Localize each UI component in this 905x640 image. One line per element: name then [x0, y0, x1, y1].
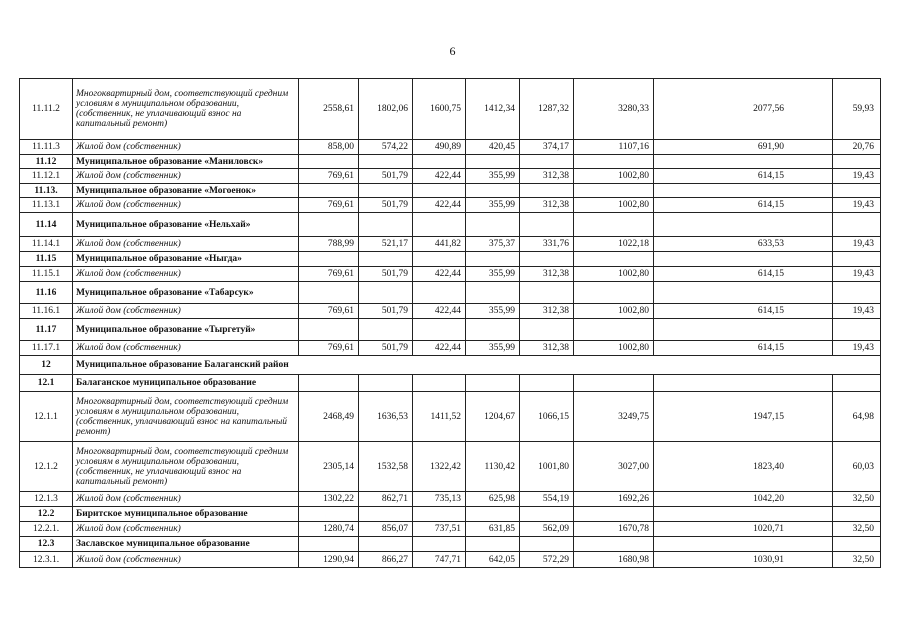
- empty-cell: [413, 184, 466, 198]
- empty-cell: [520, 184, 574, 198]
- value-cell: 422,44: [413, 341, 466, 356]
- value-cell: 2077,56: [654, 79, 833, 140]
- value-cell: 769,61: [299, 267, 359, 282]
- section-row: [20, 356, 881, 375]
- value-cell: 1670,78: [574, 522, 654, 537]
- empty-cell: [574, 507, 654, 522]
- value-cell: 355,99: [466, 304, 520, 319]
- value-cell: 633,53: [654, 237, 833, 252]
- value-cell: 1002,80: [574, 198, 654, 213]
- row-code: 12.1: [20, 375, 73, 392]
- group-title: Муниципальное образование «Могоенок»: [73, 184, 299, 198]
- table-row: [20, 267, 881, 282]
- empty-cell: [520, 507, 574, 522]
- table-body: [20, 79, 881, 568]
- housing-type: Многоквартирный дом, соответствующий средним условиям в муниципальном образовании, (собственник, уплачивающий взнос на капитальный ремонт): [73, 392, 299, 442]
- empty-cell: [466, 319, 520, 341]
- value-cell: 1002,80: [574, 267, 654, 282]
- row-code: 12.3.1.: [20, 552, 73, 568]
- row-code: 11.16: [20, 282, 73, 304]
- value-cell: 490,89: [413, 140, 466, 155]
- value-cell: 642,05: [466, 552, 520, 568]
- row-code: 11.14: [20, 213, 73, 237]
- tariff-table: [19, 78, 881, 568]
- row-code: 12.2.1.: [20, 522, 73, 537]
- value-cell: 2468,49: [299, 392, 359, 442]
- value-cell: 747,71: [413, 552, 466, 568]
- group-header-row: [20, 213, 881, 237]
- empty-cell: [413, 282, 466, 304]
- value-cell: 355,99: [466, 267, 520, 282]
- empty-cell: [359, 537, 413, 552]
- empty-cell: [413, 507, 466, 522]
- value-cell: 1002,80: [574, 304, 654, 319]
- row-code: 11.11.2: [20, 79, 73, 140]
- value-cell: 1411,52: [413, 392, 466, 442]
- housing-type: Жилой дом (собственник): [73, 522, 299, 537]
- empty-cell: [299, 537, 359, 552]
- value-cell: 1030,91: [654, 552, 833, 568]
- value-cell: 19,43: [833, 304, 881, 319]
- value-cell: 1107,16: [574, 140, 654, 155]
- empty-cell: [520, 282, 574, 304]
- value-cell: 1322,42: [413, 442, 466, 492]
- value-cell: 554,19: [520, 492, 574, 507]
- value-cell: 19,43: [833, 169, 881, 184]
- value-cell: 1020,71: [654, 522, 833, 537]
- empty-cell: [574, 213, 654, 237]
- value-cell: 422,44: [413, 198, 466, 213]
- value-cell: 32,50: [833, 492, 881, 507]
- empty-cell: [833, 319, 881, 341]
- value-cell: 1287,32: [520, 79, 574, 140]
- value-cell: 422,44: [413, 267, 466, 282]
- empty-cell: [466, 507, 520, 522]
- empty-cell: [574, 155, 654, 169]
- value-cell: 1066,15: [520, 392, 574, 442]
- table-row: [20, 522, 881, 537]
- empty-cell: [466, 282, 520, 304]
- empty-cell: [359, 213, 413, 237]
- group-header-row: [20, 184, 881, 198]
- row-code: 11.15: [20, 252, 73, 267]
- empty-cell: [574, 184, 654, 198]
- row-code: 12.2: [20, 507, 73, 522]
- value-cell: 521,17: [359, 237, 413, 252]
- value-cell: 769,61: [299, 169, 359, 184]
- empty-cell: [574, 252, 654, 267]
- value-cell: 1692,26: [574, 492, 654, 507]
- housing-type: Жилой дом (собственник): [73, 237, 299, 252]
- group-header-row: [20, 507, 881, 522]
- empty-cell: [359, 319, 413, 341]
- empty-cell: [833, 375, 881, 392]
- value-cell: 420,45: [466, 140, 520, 155]
- value-cell: 422,44: [413, 169, 466, 184]
- value-cell: 625,98: [466, 492, 520, 507]
- row-code: 11.11.3: [20, 140, 73, 155]
- row-code: 11.14.1: [20, 237, 73, 252]
- group-title: Муниципальное образование «Ныгда»: [73, 252, 299, 267]
- value-cell: 614,15: [654, 341, 833, 356]
- value-cell: 735,13: [413, 492, 466, 507]
- empty-cell: [520, 213, 574, 237]
- value-cell: 1280,74: [299, 522, 359, 537]
- value-cell: 691,90: [654, 140, 833, 155]
- value-cell: 1204,67: [466, 392, 520, 442]
- empty-cell: [413, 213, 466, 237]
- value-cell: 1947,15: [654, 392, 833, 442]
- value-cell: 3249,75: [574, 392, 654, 442]
- empty-cell: [413, 537, 466, 552]
- group-title: Муниципальное образование «Тыргетуй»: [73, 319, 299, 341]
- group-header-row: [20, 375, 881, 392]
- value-cell: 64,98: [833, 392, 881, 442]
- empty-cell: [359, 184, 413, 198]
- table-row: [20, 237, 881, 252]
- housing-type: Жилой дом (собственник): [73, 140, 299, 155]
- group-header-row: [20, 155, 881, 169]
- group-header-row: [20, 319, 881, 341]
- empty-cell: [833, 155, 881, 169]
- value-cell: 1022,18: [574, 237, 654, 252]
- value-cell: 32,50: [833, 522, 881, 537]
- section-title: Муниципальное образование Балаганский район: [73, 356, 881, 375]
- group-header-row: [20, 282, 881, 304]
- value-cell: 858,00: [299, 140, 359, 155]
- value-cell: 355,99: [466, 198, 520, 213]
- table-row: [20, 341, 881, 356]
- page-number: 6: [449, 44, 456, 58]
- value-cell: 1290,94: [299, 552, 359, 568]
- value-cell: 1600,75: [413, 79, 466, 140]
- empty-cell: [466, 252, 520, 267]
- table-row: [20, 169, 881, 184]
- empty-cell: [654, 184, 833, 198]
- empty-cell: [833, 213, 881, 237]
- value-cell: 1002,80: [574, 341, 654, 356]
- empty-cell: [466, 184, 520, 198]
- value-cell: 1412,34: [466, 79, 520, 140]
- empty-cell: [574, 537, 654, 552]
- empty-cell: [413, 155, 466, 169]
- value-cell: 1823,40: [654, 442, 833, 492]
- empty-cell: [654, 537, 833, 552]
- group-title: Заславское муниципальное образование: [73, 537, 299, 552]
- value-cell: 501,79: [359, 267, 413, 282]
- empty-cell: [299, 375, 359, 392]
- value-cell: 2305,14: [299, 442, 359, 492]
- value-cell: 769,61: [299, 304, 359, 319]
- value-cell: 355,99: [466, 341, 520, 356]
- table-row: [20, 442, 881, 492]
- empty-cell: [466, 375, 520, 392]
- value-cell: 312,38: [520, 169, 574, 184]
- empty-cell: [654, 155, 833, 169]
- value-cell: 614,15: [654, 198, 833, 213]
- row-code: 11.12: [20, 155, 73, 169]
- empty-cell: [654, 213, 833, 237]
- empty-cell: [299, 184, 359, 198]
- value-cell: 19,43: [833, 237, 881, 252]
- empty-cell: [359, 282, 413, 304]
- value-cell: 501,79: [359, 304, 413, 319]
- value-cell: 312,38: [520, 304, 574, 319]
- group-title: Балаганское муниципальное образование: [73, 375, 299, 392]
- value-cell: 20,76: [833, 140, 881, 155]
- value-cell: 501,79: [359, 169, 413, 184]
- group-header-row: [20, 537, 881, 552]
- empty-cell: [574, 319, 654, 341]
- table-row: [20, 140, 881, 155]
- value-cell: 856,07: [359, 522, 413, 537]
- empty-cell: [413, 319, 466, 341]
- empty-cell: [359, 252, 413, 267]
- value-cell: 19,43: [833, 341, 881, 356]
- value-cell: 501,79: [359, 341, 413, 356]
- row-code: 12.1.2: [20, 442, 73, 492]
- value-cell: 355,99: [466, 169, 520, 184]
- value-cell: 32,50: [833, 552, 881, 568]
- row-code: 11.15.1: [20, 267, 73, 282]
- value-cell: 312,38: [520, 267, 574, 282]
- value-cell: 19,43: [833, 198, 881, 213]
- value-cell: 1042,20: [654, 492, 833, 507]
- group-header-row: [20, 252, 881, 267]
- value-cell: 737,51: [413, 522, 466, 537]
- table-row: [20, 492, 881, 507]
- value-cell: 1636,53: [359, 392, 413, 442]
- empty-cell: [359, 375, 413, 392]
- empty-cell: [520, 537, 574, 552]
- row-code: 11.13.1: [20, 198, 73, 213]
- value-cell: 59,93: [833, 79, 881, 140]
- value-cell: 614,15: [654, 267, 833, 282]
- empty-cell: [299, 507, 359, 522]
- empty-cell: [359, 507, 413, 522]
- row-code: 12.3: [20, 537, 73, 552]
- value-cell: 769,61: [299, 341, 359, 356]
- value-cell: 574,22: [359, 140, 413, 155]
- value-cell: 1680,98: [574, 552, 654, 568]
- row-code: 11.12.1: [20, 169, 73, 184]
- row-code: 11.17.1: [20, 341, 73, 356]
- value-cell: 1802,06: [359, 79, 413, 140]
- empty-cell: [833, 184, 881, 198]
- housing-type: Жилой дом (собственник): [73, 198, 299, 213]
- row-code: 11.13.: [20, 184, 73, 198]
- group-title: Биритское муниципальное образование: [73, 507, 299, 522]
- row-code: 11.16.1: [20, 304, 73, 319]
- value-cell: 769,61: [299, 198, 359, 213]
- value-cell: 1002,80: [574, 169, 654, 184]
- housing-type: Жилой дом (собственник): [73, 304, 299, 319]
- value-cell: 1532,58: [359, 442, 413, 492]
- empty-cell: [413, 375, 466, 392]
- empty-cell: [654, 282, 833, 304]
- value-cell: 862,71: [359, 492, 413, 507]
- empty-cell: [520, 319, 574, 341]
- value-cell: 331,76: [520, 237, 574, 252]
- empty-cell: [299, 319, 359, 341]
- value-cell: 1302,22: [299, 492, 359, 507]
- empty-cell: [654, 507, 833, 522]
- empty-cell: [574, 282, 654, 304]
- empty-cell: [466, 537, 520, 552]
- group-title: Муниципальное образование «Маниловск»: [73, 155, 299, 169]
- empty-cell: [520, 252, 574, 267]
- table-row: [20, 79, 881, 140]
- empty-cell: [299, 252, 359, 267]
- value-cell: 501,79: [359, 198, 413, 213]
- empty-cell: [413, 252, 466, 267]
- empty-cell: [654, 319, 833, 341]
- row-code: 12: [20, 356, 73, 375]
- empty-cell: [299, 282, 359, 304]
- value-cell: 866,27: [359, 552, 413, 568]
- value-cell: 614,15: [654, 304, 833, 319]
- value-cell: 374,17: [520, 140, 574, 155]
- value-cell: 312,38: [520, 341, 574, 356]
- value-cell: 441,82: [413, 237, 466, 252]
- value-cell: 312,38: [520, 198, 574, 213]
- value-cell: 1001,80: [520, 442, 574, 492]
- empty-cell: [574, 375, 654, 392]
- value-cell: 562,09: [520, 522, 574, 537]
- value-cell: 614,15: [654, 169, 833, 184]
- value-cell: 572,29: [520, 552, 574, 568]
- empty-cell: [654, 252, 833, 267]
- value-cell: 19,43: [833, 267, 881, 282]
- empty-cell: [654, 375, 833, 392]
- empty-cell: [833, 282, 881, 304]
- value-cell: 60,03: [833, 442, 881, 492]
- empty-cell: [833, 507, 881, 522]
- empty-cell: [833, 537, 881, 552]
- empty-cell: [299, 213, 359, 237]
- table-row: [20, 392, 881, 442]
- housing-type: Многоквартирный дом, соответствующий средним условиям в муниципальном образовании, (собственник, не уплачивающий взнос на капитальный ремонт): [73, 442, 299, 492]
- table-row: [20, 552, 881, 568]
- value-cell: 422,44: [413, 304, 466, 319]
- empty-cell: [520, 375, 574, 392]
- table-row: [20, 198, 881, 213]
- housing-type: Жилой дом (собственник): [73, 169, 299, 184]
- housing-type: Жилой дом (собственник): [73, 341, 299, 356]
- housing-type: Многоквартирный дом, соответствующий средним условиям в муниципальном образовании, (собственник, не уплачивающий взнос на капитальный ремонт): [73, 79, 299, 140]
- value-cell: 3027,00: [574, 442, 654, 492]
- value-cell: 375,37: [466, 237, 520, 252]
- value-cell: 631,85: [466, 522, 520, 537]
- group-title: Муниципальное образование «Нельхай»: [73, 213, 299, 237]
- table-row: [20, 304, 881, 319]
- group-title: Муниципальное образование «Табарсук»: [73, 282, 299, 304]
- empty-cell: [359, 155, 413, 169]
- value-cell: 788,99: [299, 237, 359, 252]
- value-cell: 1130,42: [466, 442, 520, 492]
- row-code: 12.1.1: [20, 392, 73, 442]
- housing-type: Жилой дом (собственник): [73, 552, 299, 568]
- row-code: 12.1.3: [20, 492, 73, 507]
- empty-cell: [466, 213, 520, 237]
- value-cell: 2558,61: [299, 79, 359, 140]
- value-cell: 3280,33: [574, 79, 654, 140]
- empty-cell: [520, 155, 574, 169]
- housing-type: Жилой дом (собственник): [73, 267, 299, 282]
- empty-cell: [299, 155, 359, 169]
- empty-cell: [466, 155, 520, 169]
- row-code: 11.17: [20, 319, 73, 341]
- housing-type: Жилой дом (собственник): [73, 492, 299, 507]
- empty-cell: [833, 252, 881, 267]
